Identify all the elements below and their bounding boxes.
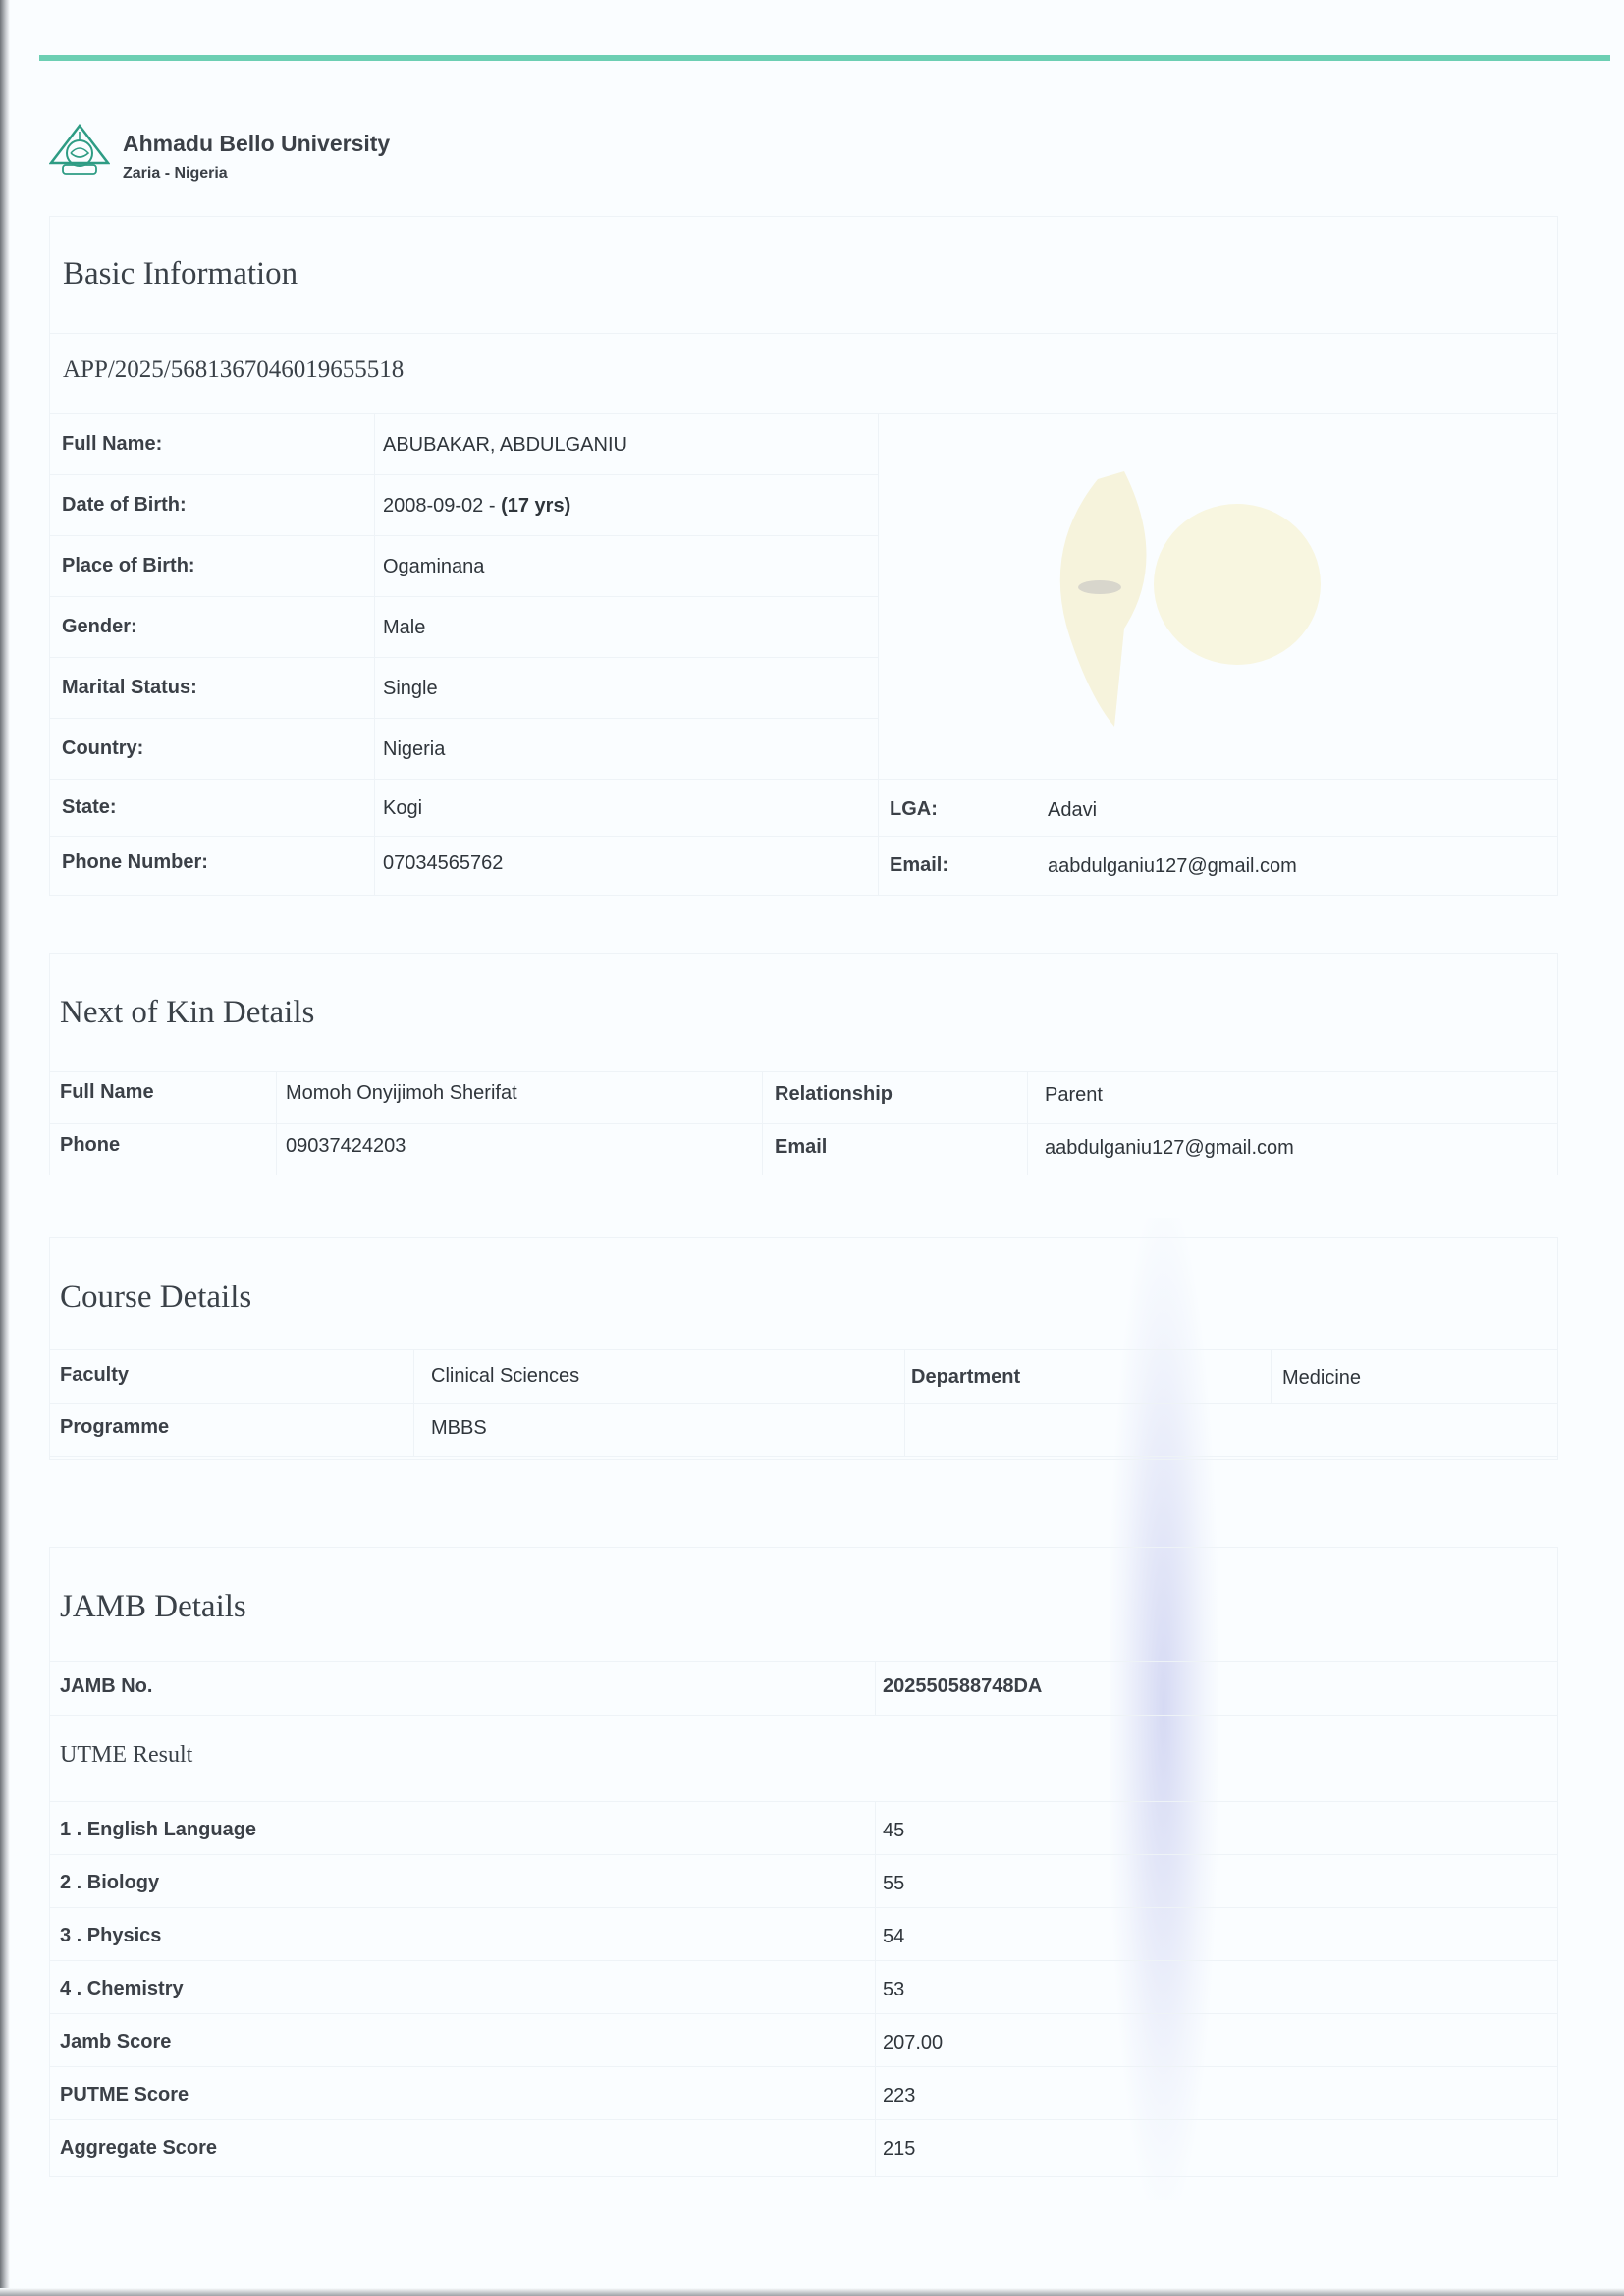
kin-full-name-value: Momoh Onyijimoh Sherifat bbox=[286, 1082, 517, 1104]
lga-label: LGA: bbox=[890, 798, 938, 820]
faculty-label: Faculty bbox=[60, 1364, 130, 1386]
department-value: Medicine bbox=[1282, 1367, 1362, 1389]
place-of-birth-value: Ogaminana bbox=[383, 556, 485, 577]
jamb-details-section bbox=[49, 1547, 1558, 2177]
email-value: aabdulganiu127@gmail.com bbox=[1048, 855, 1297, 877]
jamb-score-label: Jamb Score bbox=[60, 2031, 172, 2052]
section-title: JAMB Details bbox=[60, 1589, 246, 1624]
section-title: Basic Information bbox=[63, 256, 298, 292]
putme-score-label: PUTME Score bbox=[60, 2084, 189, 2105]
state-value: Kogi bbox=[383, 797, 423, 819]
lga-value: Adavi bbox=[1048, 799, 1098, 821]
place-of-birth-label: Place of Birth: bbox=[62, 555, 195, 576]
dob-date: 2008-09-02 - bbox=[383, 495, 502, 517]
utme-row-label: 1 . English Language bbox=[60, 1819, 257, 1840]
kin-phone-label: Phone bbox=[60, 1134, 121, 1156]
passport-photo bbox=[1031, 432, 1355, 756]
kin-relationship-value: Parent bbox=[1045, 1084, 1103, 1106]
dob-value bbox=[383, 495, 570, 518]
scan-edge bbox=[0, 2288, 1624, 2296]
phone-number-value: 07034565762 bbox=[383, 852, 504, 874]
gender-label: Gender: bbox=[62, 616, 137, 637]
department-label: Department bbox=[911, 1366, 1021, 1388]
dob-age: (17 yrs) bbox=[501, 495, 571, 517]
gender-value: Male bbox=[383, 617, 426, 638]
utme-row-value: 45 bbox=[883, 1820, 905, 1841]
university-name: Ahmadu Bello University bbox=[123, 131, 391, 156]
jamb-number-label: JAMB No. bbox=[60, 1675, 153, 1697]
utme-row-value: 53 bbox=[883, 1979, 905, 2000]
email-label: Email: bbox=[890, 854, 949, 876]
faculty-value: Clinical Sciences bbox=[431, 1365, 580, 1387]
kin-full-name-label: Full Name bbox=[60, 1081, 154, 1103]
putme-score-value: 223 bbox=[883, 2085, 916, 2106]
section-title: Course Details bbox=[60, 1280, 252, 1315]
utme-result-title: UTME Result bbox=[60, 1742, 193, 1768]
utme-row-value: 54 bbox=[883, 1926, 905, 1947]
marital-status-label: Marital Status: bbox=[62, 677, 197, 698]
top-accent-rule bbox=[39, 55, 1610, 61]
phone-number-label: Phone Number: bbox=[62, 851, 208, 873]
aggregate-score-value: 215 bbox=[883, 2138, 916, 2159]
kin-email-label: Email bbox=[775, 1136, 828, 1158]
full-name-value: ABUBAKAR, ABDULGANIU bbox=[383, 434, 627, 456]
utme-row-value: 55 bbox=[883, 1873, 905, 1894]
dob-label: Date of Birth: bbox=[62, 494, 187, 516]
course-details-section bbox=[49, 1237, 1558, 1460]
kin-phone-value: 09037424203 bbox=[286, 1135, 406, 1157]
programme-value: MBBS bbox=[431, 1417, 487, 1439]
utme-row-label: 4 . Chemistry bbox=[60, 1978, 184, 1999]
country-label: Country: bbox=[62, 738, 144, 759]
section-title: Next of Kin Details bbox=[60, 995, 315, 1030]
university-location: Zaria - Nigeria bbox=[123, 165, 228, 182]
jamb-score-value: 207.00 bbox=[883, 2032, 944, 2053]
aggregate-score-label: Aggregate Score bbox=[60, 2137, 218, 2159]
university-logo-icon bbox=[49, 124, 110, 181]
utme-row-label: 2 . Biology bbox=[60, 1872, 160, 1893]
utme-row-label: 3 . Physics bbox=[60, 1925, 162, 1946]
university-header bbox=[49, 120, 736, 189]
full-name-label: Full Name: bbox=[62, 433, 163, 455]
jamb-number-value: 202550588748DA bbox=[883, 1675, 1043, 1697]
programme-label: Programme bbox=[60, 1416, 170, 1438]
kin-relationship-label: Relationship bbox=[775, 1083, 893, 1105]
scan-edge bbox=[0, 0, 10, 2296]
next-of-kin-section bbox=[49, 953, 1558, 1175]
application-number: APP/2025/5681367046019655518 bbox=[63, 356, 405, 383]
country-value: Nigeria bbox=[383, 738, 446, 760]
state-label: State: bbox=[62, 796, 117, 818]
kin-email-value: aabdulganiu127@gmail.com bbox=[1045, 1137, 1294, 1159]
marital-status-value: Single bbox=[383, 678, 438, 699]
